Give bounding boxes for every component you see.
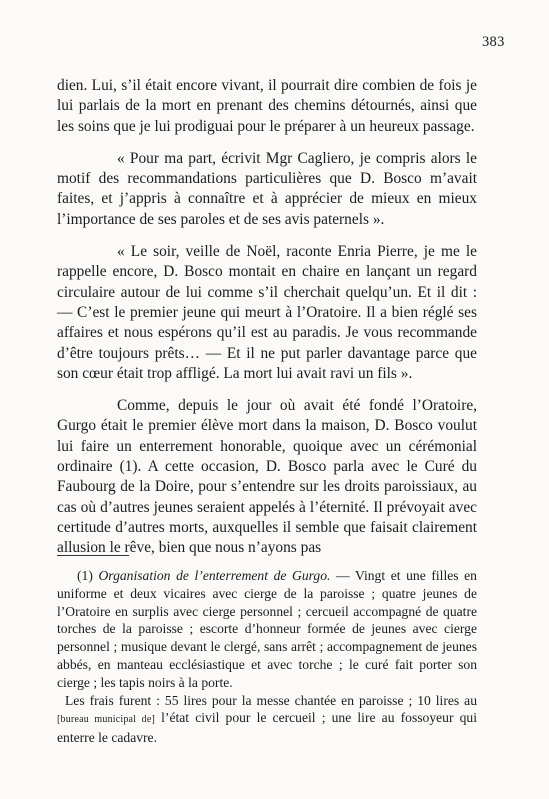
footnotes [57,567,477,747]
footnote-2 [57,692,477,747]
paragraph-1: dien. Lui, s’il était encore vivant, il pourrait dire combien de fois je lui parlais de la mort en prenant des chemins détournés, ainsi que les soins que je lui prodiguai pour le préparer à un heureux passage. [57,77,477,135]
footnote-marker: (1) [77,568,93,583]
bracket-note: [bureau municipal de] [57,714,155,726]
footnote-text: — Vingt et une filles en uniforme et deux vicaires avec cierge de la paroisse ; quatre jeunes de l’Oratoire en surplis avec cierge personnel ; cercueil accompagné de quatre torches de la paroisse ; escorte d’honneur formée de jeunes avec cierge personnel ; musique devant le clergé, sans arrêt ; accompagnement de jeunes abbés, en manteau ecclésiastique et avec torche ; le curé fait porter son cierge ; les tapis noirs à la porte. [57,568,477,690]
paragraph-4: Comme, depuis le jour où avait été fondé l’Oratoire, Gurgo était le premier élève mort dans la maison, D. Bosco voulut lui faire un enterrement honorable, quoique avec un cérémonial ordinaire (1). A cette occasion, D. Bosco parla avec le Curé du Faubourg de la Doire, pour s’entendre sur les droits paroissiaux, au cas où d’autres jeunes seraient appelés à l’éternité. Il prévoyait avec certitude d’autres morts, auxquelles il semble que faisait clairement allusion le rêve, bien que nous n’ayons pas [57,397,477,557]
footnote-rule [57,555,129,556]
footnote-2-after: l’état civil pour le cercueil ; une lire au fossoyeur qui enterre le cadavre. [57,710,478,746]
footnote-2-before: Les frais furent : 55 lires pour la messe chantée en paroisse ; 10 lires au [65,692,477,708]
body-text [57,76,477,559]
footnote-1 [57,567,477,692]
paragraph-3: « Le soir, veille de Noël, raconte Enria Pierre, je me le rappelle encore, D. Bosco montait en chaire en lançant un regard circulaire autour de lui comme s’il cherchait quelqu’un. Et il dit : — C’est le premier jeune qui meurt à l’Oratoire. Il a bien réglé ses affaires et nous espérons qu’il est au paradis. Je vous recommande d’être toujours prêts… — Et il ne put parler davantage parce que son cœur était trop affligé. La mort lui avait ravi un fils ». [57,243,477,382]
page-number: 383 [482,34,505,50]
paragraph-2: « Pour ma part, écrivit Mgr Cagliero, je compris alors le motif des recommandations particulières que D. Bosco m’avait faites, et j’appris à connaître et à apprécier de mieux en mieux l’importance de ses paroles et de ses avis paternels ». [57,149,477,228]
footnote-title: Organisation de l’enterrement de Gurgo. [98,568,331,583]
